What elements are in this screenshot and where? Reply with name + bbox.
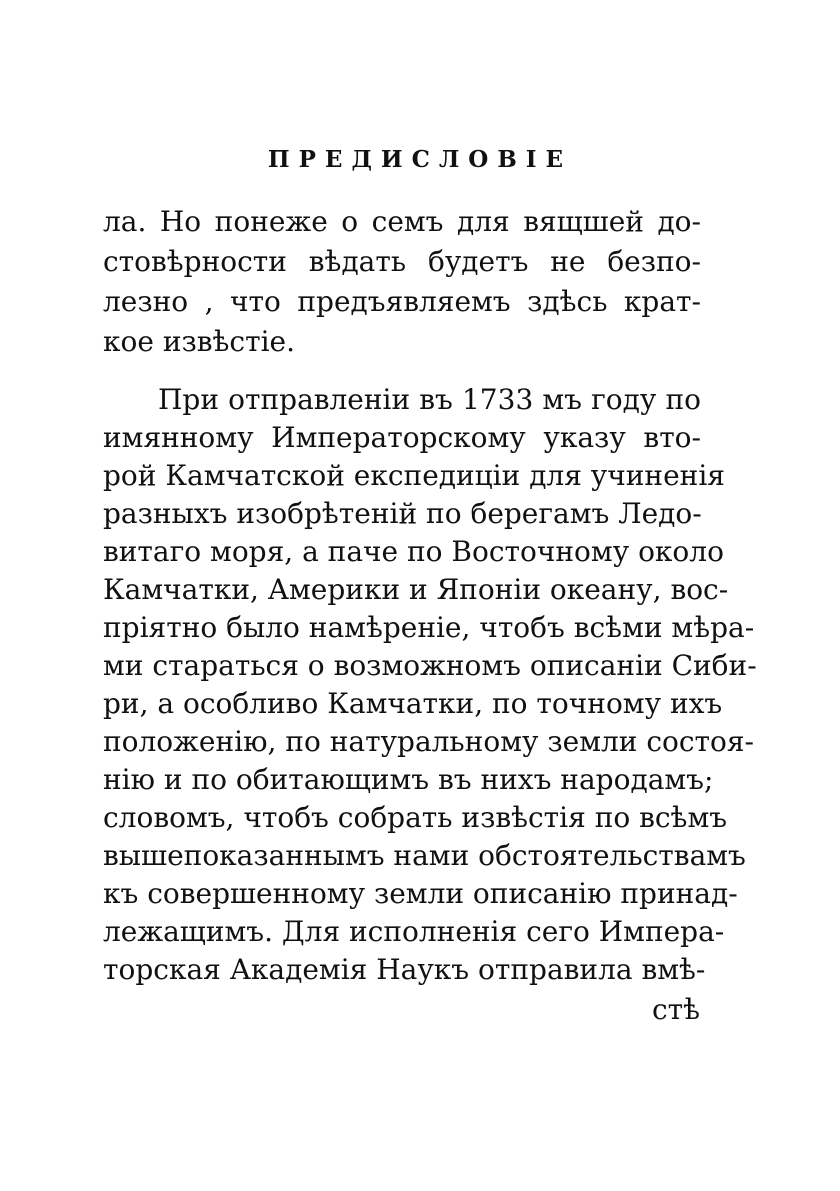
text-line: словомъ, чтобъ собрать извѣстія по всѣмъ — [103, 801, 728, 834]
text-line: При отправленіи въ 1733 мъ году по — [158, 383, 701, 416]
text-line: витаго моря, а паче по Восточному около — [103, 535, 724, 568]
text-line: разныхъ изобрѣтеній по берегамъ Ледо- — [103, 497, 702, 530]
text-line: лежащимъ. Для исполненія сего Импера- — [103, 915, 725, 948]
text-line: лезно , что предъявляемъ здѣсь крат- — [103, 285, 701, 318]
text-line: Камчатки, Америки и Японіи океану, вос- — [103, 573, 729, 606]
text-line: пріятно было намѣреніе, чтобъ всѣми мѣра- — [103, 611, 755, 644]
text-line: нію и по обитающимъ въ нихъ народамъ; — [103, 763, 714, 796]
text-line: ми стараться о возможномъ описаніи Сиби- — [103, 649, 757, 682]
text-line: вышепоказаннымъ нами обстоятельствамъ — [103, 839, 746, 872]
text-line: положенію, по натуральному земли состоя- — [103, 725, 755, 758]
text-line: ри, а особливо Камчатки, по точному ихъ — [103, 687, 723, 720]
text-line: имянному Императорскому указу вто- — [103, 421, 701, 454]
text-line: рой Камчатской експедиціи для учиненія — [103, 459, 725, 492]
text-line: къ совершенному земли описанію принад- — [103, 877, 738, 910]
text-line: кое извѣстіе. — [103, 325, 296, 358]
catchword: стѣ — [651, 993, 700, 1026]
text-line: торская Академія Наукъ отправила вмѣ- — [103, 953, 706, 986]
text-line: ла. Но понеже о семъ для вящшей до- — [103, 205, 701, 238]
text-line: стовѣрности вѣдать будетъ не безпо- — [103, 245, 701, 278]
running-header: ПРЕДИСЛОВІЕ — [267, 146, 573, 173]
